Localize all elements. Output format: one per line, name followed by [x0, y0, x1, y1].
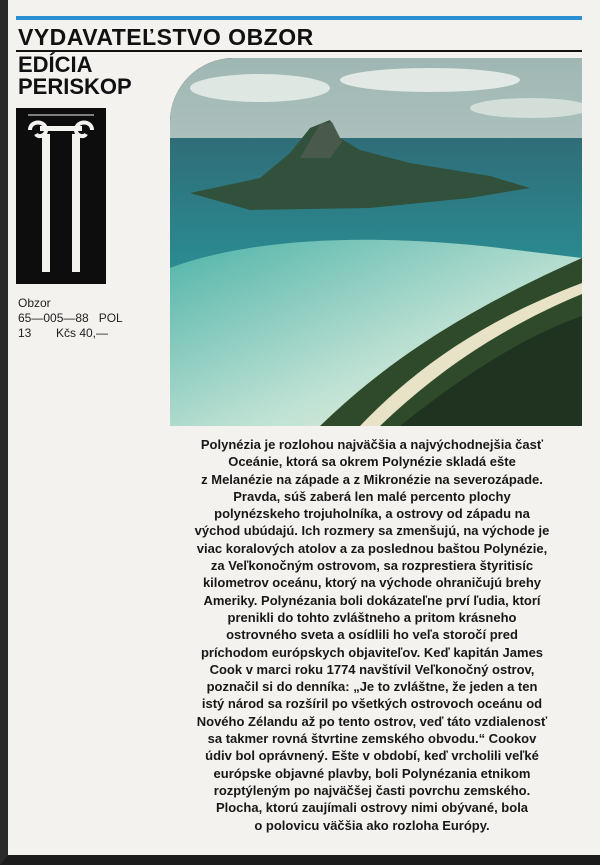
edition-line-1: EDÍCIA: [18, 52, 93, 77]
imprint-price: Kčs 40,—: [56, 326, 109, 340]
cover-photo: [170, 58, 582, 426]
body-line: polynézskeho trojuholníka, a ostrovy od západu na: [214, 506, 530, 522]
body-line: východ ubúdajú. Ich rozmery sa zmenšujú, na východe je: [194, 523, 550, 539]
column-logo-icon: [16, 108, 106, 284]
body-line: za Veľkonočným ostrovom, sa rozprestiera štyritisíc: [210, 558, 534, 574]
top-blue-rule: [16, 16, 582, 20]
imprint-block: [18, 296, 123, 341]
edition-title: [18, 54, 132, 98]
body-line: viac koralových atolov a za poslednou baštou Polynézie,: [196, 540, 548, 556]
body-line: Plocha, ktorú zaujímali ostrovy nimi obývané, bola: [215, 800, 529, 816]
body-line: rozptýleným po najväčšej časti povrchu zemského.: [213, 782, 531, 798]
imprint-publisher: Obzor: [18, 296, 51, 310]
body-line: Polynézia je rozlohou najväčšia a najvýchodnejšia časť: [200, 437, 544, 452]
body-line: Oceánie, ktorá sa okrem Polynézie skladá ešte: [228, 454, 516, 470]
island-aerial-photo: [170, 58, 582, 426]
body-line: z Melanézie na západe a z Mikronézie na severozápade.: [201, 471, 543, 487]
body-line: európske objavné plavby, boli Polynézania etnikom: [213, 765, 531, 781]
header-divider: [16, 50, 582, 52]
body-line: Ameriky. Polynézania boli dokázateľne prví ľudia, ktorí: [203, 592, 541, 608]
body-line: Nového Zélandu až po tento ostrov, veď táto vzdialenosť: [196, 713, 548, 729]
edition-line-2: PERISKOP: [18, 74, 132, 99]
body-line: sa takmer rovná štvrtine zemského obvodu.“ Cookov: [207, 731, 537, 747]
body-line: ostrovného sveta a osídlili ho veľa storočí pred: [226, 627, 518, 643]
body-line: Cook v marci roku 1774 navštívil Veľkonočný ostrov,: [209, 661, 535, 677]
periskop-column-logo: [16, 108, 106, 284]
body-line: o polovicu väčšia ako rozloha Európy.: [254, 817, 490, 833]
body-line: Pravda, súš zaberá len malé percento plochy: [233, 488, 511, 504]
body-line: kilometrov oceánu, ktorý na východe ohraničujú brehy: [202, 575, 542, 591]
body-text: [166, 436, 578, 834]
imprint-row-price: [18, 326, 123, 341]
imprint-row-code: [18, 311, 123, 326]
body-line: údiv bol oprávnený. Ešte v období, keď vrcholili veľké: [205, 748, 539, 764]
imprint-number: 13: [18, 326, 32, 340]
imprint-category: POL: [98, 311, 123, 325]
body-line: istý národ sa rozšíril po všetkých ostrovoch oceánu od: [201, 696, 543, 712]
imprint-code: 65—005—88: [18, 311, 89, 325]
body-line: prenikli do tohto zvláštneho a pritom krásneho: [227, 609, 517, 625]
body-line: príchodom európskych objaviteľov. Keď kapitán James: [200, 644, 544, 660]
publisher-title: VYDAVATEĽSTVO OBZOR: [18, 24, 314, 50]
body-line: poznačil si do denníka: „Je to zvláštne, že jeden a ten: [206, 679, 538, 695]
